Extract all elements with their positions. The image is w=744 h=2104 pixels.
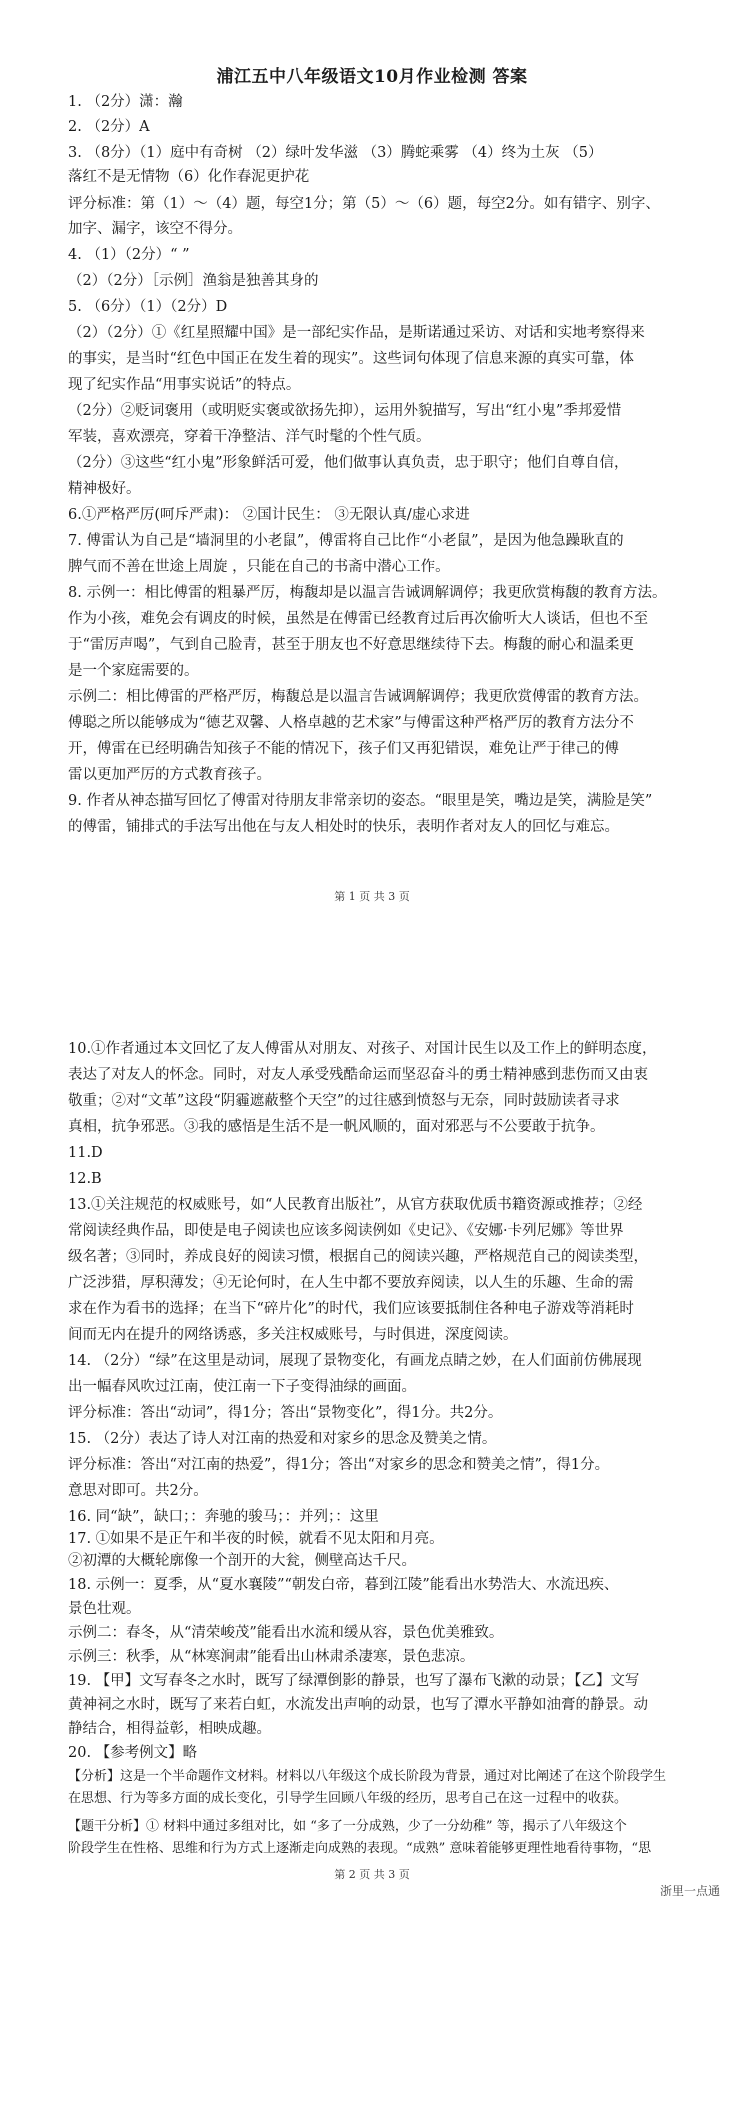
analysis-line: 阶段学生在性格、思维和行为方式上逐渐走向成熟的表现。“成熟” 意味着能够更理性地看待事物，“思 <box>68 1841 652 1856</box>
answer-line: 脾气而不善在世途上周旋 ，只能在自己的书斋中潜心工作。 <box>68 559 450 575</box>
answer-line: 2. （2分）A <box>68 119 150 135</box>
page-number: 第 2 页 共 3 页 <box>334 1868 410 1881</box>
answer-line: 14. （2分）“绿”在这里是动词，展现了景物变化，有画龙点睛之妙，在人们面前仿佛展现 <box>68 1353 642 1369</box>
answer-line: 雷以更加严厉的方式教育孩子。 <box>68 767 271 783</box>
document-page-1 <box>0 0 744 1040</box>
document-title: 浦江五中八年级语文10月作业检测 答案 <box>216 67 528 87</box>
answer-line: 1. （2分）潇：瀚 <box>68 94 183 110</box>
analysis-line: 【题干分析】① 材料中通过多组对比，如 “多了一分成熟，少了一分幼稚” 等，揭示了八年级这个 <box>68 1819 627 1834</box>
answer-line: 落红不是无情物（6）化作春泥更护花 <box>68 169 310 185</box>
answer-line: 3. （8分）（1）庭中有奇树 （2）绿叶发华滋 （3）腾蛇乘雾 （4）终为土灰 （5） <box>68 145 603 161</box>
answer-line: 真相，抗争邪恶。③我的感悟是生活不是一帆风顺的，面对邪恶与不公要敢于抗争。 <box>68 1119 605 1135</box>
answer-line: 加字、漏字，该空不得分。 <box>68 221 242 237</box>
watermark: 浙里一点通 <box>659 1884 720 1898</box>
answer-line: 间而无内在提升的网络诱惑，多关注权威账号，与时俱进，深度阅读。 <box>68 1327 518 1343</box>
answer-line: ②初潭的大概轮廓像一个剖开的大瓮，侧壁高达千尺。 <box>68 1553 416 1569</box>
answer-line: 18. 示例一：夏季，从“夏水襄陵”“朝发白帝，暮到江陵”能看出水势浩大、水流迅疾、 <box>68 1577 619 1593</box>
answer-line: 傅聪之所以能够成为“德艺双馨、人格卓越的艺术家”与傅雷这种严格严厉的教育方法分不 <box>68 715 634 731</box>
answer-line: 示例二：春冬，从“清荣峻茂”能看出水流和缓从容，景色优美雅致。 <box>68 1625 504 1641</box>
answer-line: （2分）③这些“红小鬼”形象鲜活可爱，他们做事认真负责，忠于职守；他们自尊自信， <box>68 455 629 471</box>
answer-line: 6.①严格严厉(呵斥严肃)： ②国计民生： ③无限认真/虚心求进 <box>68 507 470 523</box>
answer-line: 黄神祠之水时，既写了来若白虹，水流发出声响的动景，也写了潭水平静如油膏的静景。动 <box>68 1697 648 1713</box>
answer-line: 4. （1）（2分）“ ” <box>68 247 190 263</box>
answer-line: （2）（2分）①《红星照耀中国》是一部纪实作品，是斯诺通过采访、对话和实地考察得来 <box>68 325 645 341</box>
document-page-2 <box>0 1040 744 2104</box>
answer-line: 9. 作者从神态描写回忆了傅雷对待朋友非常亲切的姿态。“眼里是笑，嘴边是笑，满脸是笑” <box>68 793 653 809</box>
answer-line: 11.D <box>68 1145 103 1161</box>
answer-line: 级名著；③同时，养成良好的阅读习惯，根据自己的阅读兴趣，严格规范自己的阅读类型， <box>68 1249 648 1265</box>
answer-line: 景色壮观。 <box>68 1601 141 1617</box>
answer-line: 的事实，是当时“红色中国正在发生着的现实”。这些词句体现了信息来源的真实可靠，体 <box>68 351 634 367</box>
answer-line: 5. （6分）（1）（2分）D <box>68 299 228 315</box>
answer-line: 常阅读经典作品，即使是电子阅读也应该多阅读例如《史记》、《安娜·卡列尼娜》等世界 <box>68 1223 624 1239</box>
answer-line: 军装，喜欢漂亮，穿着干净整洁、洋气时髦的个性气质。 <box>68 429 431 445</box>
answer-line: 作为小孩，难免会有调皮的时候，虽然是在傅雷已经教育过后再次偷听大人谈话，但也不至 <box>68 611 648 627</box>
answer-line: 12.B <box>68 1171 102 1187</box>
answer-line: 评分标准：第（1）～（4）题，每空1分；第（5）～（6）题，每空2分。如有错字、别字、 <box>68 196 660 212</box>
answer-line: 20. 【参考例文】略 <box>68 1745 198 1761</box>
answer-line: 求在作为看书的选择；在当下“碎片化”的时代，我们应该要抵制住各种电子游戏等消耗时 <box>68 1301 634 1317</box>
answer-line: 于“雷厉声喝”，气到自己脸青，甚至于朋友也不好意思继续待下去。梅馥的耐心和温柔更 <box>68 637 634 653</box>
answer-line: 表达了对友人的怀念。同时，对友人承受残酷命运而坚忍奋斗的勇士精神感到悲伤而又由衷 <box>68 1067 648 1083</box>
answer-line: 19. 【甲】文写春冬之水时，既写了绿潭倒影的静景，也写了瀑布飞漱的动景；【乙】文写 <box>68 1673 640 1689</box>
answer-line: 是一个家庭需要的。 <box>68 663 199 679</box>
answer-line: 评分标准：答出“对江南的热爱”，得1分；答出“对家乡的思念和赞美之情”，得1分。 <box>68 1457 610 1473</box>
analysis-line: 【分析】这是一个半命题作文材料。材料以八年级这个成长阶段为背景，通过对比阐述了在这个阶段学生 <box>68 1769 667 1784</box>
answer-line: 静结合，相得益彰，相映成趣。 <box>68 1721 271 1737</box>
answer-line: 精神极好。 <box>68 481 141 497</box>
answer-line: 开，傅雷在已经明确告知孩子不能的情况下，孩子们又再犯错误，难免让严于律己的傅 <box>68 741 619 757</box>
answer-line: 广泛涉猎，厚积薄发；④无论何时，在人生中都不要放弃阅读，以人生的乐趣、生命的需 <box>68 1275 634 1291</box>
answer-line: 7. 傅雷认为自己是“墙洞里的小老鼠”，傅雷将自己比作“小老鼠”，是因为他急躁耿直的 <box>68 533 624 549</box>
answer-line: 15. （2分）表达了诗人对江南的热爱和对家乡的思念及赞美之情。 <box>68 1431 497 1447</box>
answer-line: 示例三：秋季，从“林寒涧肃”能看出山林肃杀凄寒，景色悲凉。 <box>68 1649 475 1665</box>
analysis-line: 在思想、行为等多方面的成长变化，引导学生回顾八年级的经历，思考自己在这一过程中的收获。 <box>68 1791 628 1806</box>
answer-line: 8. 示例一：相比傅雷的粗暴严厉，梅馥却是以温言告诫调解调停；我更欣赏梅馥的教育方法。 <box>68 585 667 601</box>
answer-line: （2）（2分）［示例］渔翁是独善其身的 <box>68 273 319 289</box>
answer-line: 16. 同“缺”，缺口；：奔驰的骏马；：并列；：这里 <box>68 1509 379 1525</box>
page-number: 第 1 页 共 3 页 <box>334 890 410 903</box>
answer-line: 的傅雷，铺排式的手法写出他在与友人相处时的快乐，表明作者对友人的回忆与难忘。 <box>68 819 619 835</box>
answer-line: 示例二：相比傅雷的严格严厉，梅馥总是以温言告诫调解调停；我更欣赏傅雷的教育方法。 <box>68 689 648 705</box>
answer-line: 敬重；②对“文革”这段“阴霾遮蔽整个天空”的过往感到愤怒与无奈，同时鼓励读者寻求 <box>68 1093 620 1109</box>
answer-line: 13.①关注规范的权威账号，如“人民教育出版社”，从官方获取优质书籍资源或推荐；②经 <box>68 1197 643 1213</box>
answer-line: 现了纪实作品“用事实说话”的特点。 <box>68 377 301 393</box>
answer-line: 17. ①如果不是正午和半夜的时候，就看不见太阳和月亮。 <box>68 1531 444 1547</box>
answer-line: 出一幅春风吹过江南，使江南一下子变得油绿的画面。 <box>68 1379 416 1395</box>
answer-line: 意思对即可。共2分。 <box>68 1483 208 1499</box>
answer-line: （2分）②贬词褒用（或明贬实褒或欲扬先抑），运用外貌描写，写出“红小鬼”季邦爱惜 <box>68 403 622 419</box>
answer-line: 10.①作者通过本文回忆了友人傅雷从对朋友、对孩子、对国计民生以及工作上的鲜明态度， <box>68 1041 657 1057</box>
answer-line: 评分标准：答出“动词”，得1分；答出“景物变化”，得1分。共2分。 <box>68 1405 503 1421</box>
